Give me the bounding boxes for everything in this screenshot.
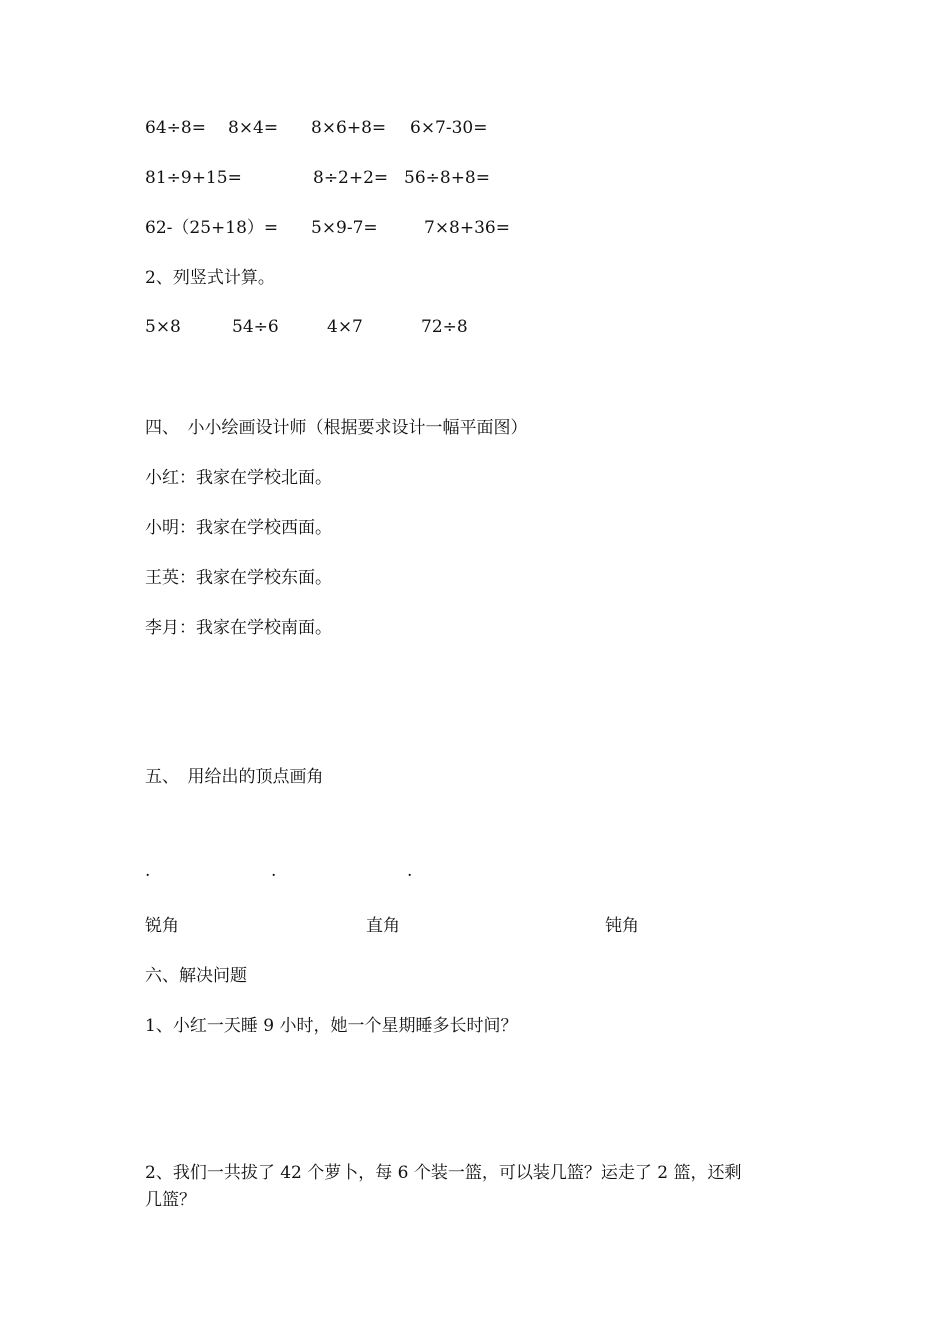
section4-line: 小明：我家在学校西面。 <box>145 518 332 538</box>
section4-line: 小红：我家在学校北面。 <box>145 468 332 488</box>
angle-label-obtuse: 钝角 <box>605 916 639 936</box>
calc-item: 62-（25+18）= <box>145 218 279 238</box>
section4-line: 李月：我家在学校南面。 <box>145 618 332 638</box>
section5-heading: 五、 用给出的顶点画角 <box>145 767 324 787</box>
calc-item: 8÷2+2= <box>313 168 389 188</box>
section4-heading: 四、 小小绘画设计师（根据要求设计一幅平面图） <box>145 418 528 438</box>
calc-item: 6×7-30= <box>410 118 488 138</box>
calc-item: 7×8+36= <box>424 218 510 238</box>
angle-label-right: 直角 <box>366 916 400 936</box>
question-1: 1、小红一天睡 9 小时，她一个星期睡多长时间？ <box>145 1016 518 1036</box>
vertical-calc-item: 72÷8 <box>421 317 468 337</box>
section6-heading: 六、解决问题 <box>145 966 247 986</box>
calc-item: 8×4= <box>228 118 279 138</box>
vertical-calc-item: 4×7 <box>327 317 363 337</box>
calc-item: 64÷8= <box>145 118 206 138</box>
question-2-line-2: 几篮？ <box>145 1190 196 1210</box>
vertex-mark: . <box>407 861 413 881</box>
section2-heading: 2、列竖式计算。 <box>145 268 275 288</box>
question-2-line-1: 2、我们一共拔了 42 个萝卜，每 6 个装一篮，可以装几篮？运走了 2 篮，还剩 <box>145 1163 742 1183</box>
angle-label-acute: 锐角 <box>145 916 179 936</box>
calc-item: 5×9-7= <box>311 218 378 238</box>
vertical-calc-item: 5×8 <box>145 317 181 337</box>
vertex-mark: . <box>145 861 151 881</box>
calc-item: 8×6+8= <box>311 118 387 138</box>
vertex-mark: . <box>271 861 277 881</box>
section4-line: 王英：我家在学校东面。 <box>145 568 332 588</box>
vertical-calc-item: 54÷6 <box>232 317 279 337</box>
calc-item: 81÷9+15= <box>145 168 242 188</box>
calc-item: 56÷8+8= <box>404 168 490 188</box>
